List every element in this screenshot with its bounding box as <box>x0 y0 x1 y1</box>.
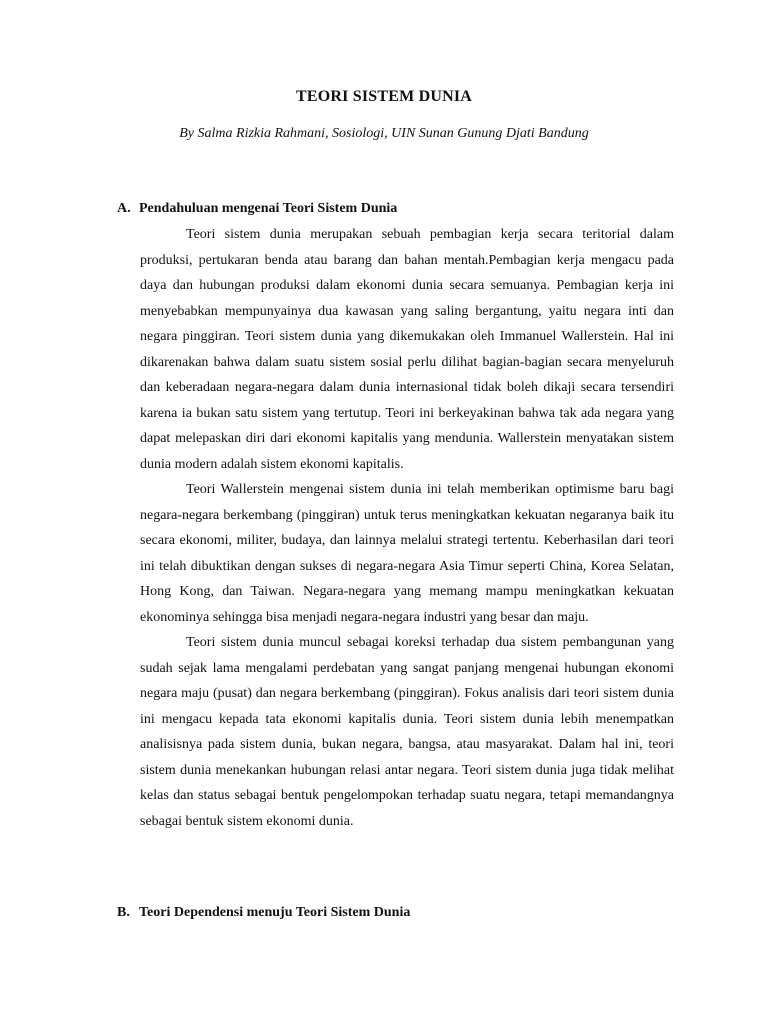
section-b-heading <box>117 905 410 921</box>
paragraph-1: Teori sistem dunia merupakan sebuah pembagian kerja secara teritorial dalam produksi, pertukaran benda atau barang dan bahan mentah.Pembagian kerja mengacu pada daya dan hubungan produksi dalam ekonomi dunia secara semuanya. Pembagian kerja ini menyebabkan mempunyainya dua kawasan yang saling bergantung, yaitu negara inti dan negara pinggiran. Teori sistem dunia yang dikemukakan oleh Immanuel Wallerstein. Hal ini dikarenakan bahwa dalam suatu sistem sosial perlu dilihat bagian-bagian secara menyeluruh dan keberadaan negara-negara dalam dunia internasional tidak boleh dikaji secara tersendiri karena ia bukan satu sistem yang tertutup. Teori ini berkeyakinan bahwa tak ada negara yang dapat melepaskan diri dari ekonomi kapitalis yang mendunia. Wallerstein menyatakan sistem dunia modern adalah sistem ekonomi kapitalis. <box>140 227 674 472</box>
paragraph-3: Teori sistem dunia muncul sebagai koreksi terhadap dua sistem pembangunan yang sudah sejak lama mengalami perdebatan yang sangat panjang mengenai hubungan ekonomi negara maju (pusat) dan negara berkembang (pinggiran). Fokus analisis dari teori sistem dunia ini mengacu kepada tata ekonomi kapitalis dunia. Teori sistem dunia lebih menempatkan analisisnya pada sistem dunia, bukan negara, bangsa, atau masyarakat. Dalam hal ini, teori sistem dunia menekankan hubungan relasi antar negara. Teori sistem dunia juga tidak melihat kelas dan status sebagai bentuk pengelompokan terhadap suatu negara, tetapi memandangnya sebagai bentuk sistem ekonomi dunia. <box>140 635 674 829</box>
document-title: TEORI SISTEM DUNIA <box>295 88 473 105</box>
section-b-title: Teori Dependensi menuju Teori Sistem Dunia <box>139 905 411 920</box>
paragraph-2: Teori Wallerstein mengenai sistem dunia ini telah memberikan optimisme baru bagi negara-negara berkembang (pinggiran) untuk terus meningkatkan kekuatan negaranya baik itu secara ekonomi, militer, budaya, dan lainnya melalui strategi tertentu. Keberhasilan dari teori ini telah dibuktikan dengan sukses di negara-negara Asia Timur seperti China, Korea Selatan, Hong Kong, dan Taiwan. Negara-negara yang memang mampu meningkatkan kekuatan ekonominya sehingga bisa menjadi negara-negara industri yang besar dan maju. <box>140 482 674 625</box>
section-a-letter: A. <box>117 201 131 216</box>
section-b-letter: B. <box>117 905 130 920</box>
section-a-heading <box>117 201 397 217</box>
author-byline: By Salma Rizkia Rahmani, Sosiologi, UIN Sunan Gunung Djati Bandung <box>179 126 589 141</box>
section-a-body <box>140 222 674 834</box>
section-a-title: Pendahuluan mengenai Teori Sistem Dunia <box>139 201 398 216</box>
